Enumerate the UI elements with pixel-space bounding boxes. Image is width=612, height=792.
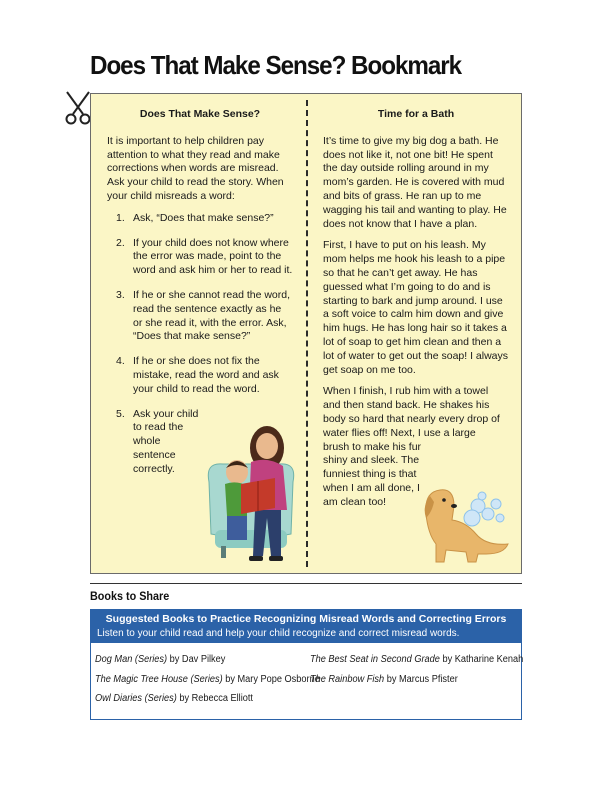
- list-item: 2. If your child does not know where the error was made, point to the word and ask him or her to read it.: [116, 236, 293, 277]
- list-item: The Rainbow Fish by Marcus Pfister: [310, 673, 458, 685]
- books-heading: Suggested Books to Practice Recognizing Misread Words and Correcting Errors: [105, 613, 507, 625]
- bookmark: [90, 93, 522, 574]
- dog-bath-illustration: [416, 474, 516, 564]
- books-table: [90, 609, 522, 720]
- list-item: Owl Diaries (Series) by Rebecca Elliott: [95, 693, 253, 704]
- list-item: Dog Man (Series) by Dav Pilkey: [95, 654, 226, 665]
- story-paragraph: First, I have to put on his leash. My mom helps me hook his leash to a pipe so that he can’t get away. He has guessed what I’m going to do and is starting to bark and jump around. I use a soft voice to calm him down and give him hugs. He has long hair so it takes a lot of soap to get him clean and then a lot of water to get out the soap! I always get soap on me too.: [323, 239, 509, 376]
- books-header: [91, 610, 521, 643]
- list-item: The Best Seat in Second Grade by Katharine Kenah: [310, 654, 524, 665]
- story-column: [323, 108, 509, 510]
- story-paragraph: When I finish, I rub him with a towel and then stand back. He shakes his body so hard that nearly every drop of water flies off! Next, I use a large: [323, 385, 500, 439]
- cut-line: [306, 100, 308, 567]
- story-heading: Time for a Bath: [377, 108, 455, 120]
- list-item: 1. Ask, “Does that make sense?”: [116, 211, 274, 224]
- books-subheading: Listen to your child read and help your child recognize and correct misread words.: [97, 628, 460, 639]
- list-item: The Magic Tree House (Series) by Mary Pope Osborne: [95, 673, 320, 685]
- story-paragraph: It’s time to give my big dog a bath. He does not like it, not one bit! He spent the day outside rolling around in my mom’s garden. He is covered with mud and bits of grass. He ran up to me wagging his tail and wanting to play. He does not know that I have a plan.: [323, 134, 507, 230]
- list-item: 5. Ask your child to read the whole sentence correctly.: [116, 407, 199, 475]
- list-item: 3. If he or she cannot read the word, read the sentence exactly as he or she read it, with the error. Ask, “Does that make sense?”: [116, 288, 291, 343]
- books-list-left: [95, 650, 339, 709]
- story-paragraph: funniest thing is that when I am all done, I am clean too!: [323, 468, 420, 508]
- section-divider: [90, 583, 522, 584]
- instructions-heading: Does That Make Sense?: [139, 108, 261, 120]
- story-paragraph: brush to make his fur shiny and sleek. The: [323, 440, 422, 467]
- books-to-share-title: Books to Share: [90, 589, 170, 603]
- list-item: 4. If he or she does not fix the mistake, read the word and ask your child to read the word.: [116, 355, 279, 395]
- instructions-intro: It is important to help children pay attention to what they read and make corrections when words are misread. Ask your child to read the story. When your child misreads a word:: [107, 134, 284, 202]
- mother-reading-illustration: [201, 422, 301, 565]
- scissors-icon: [63, 90, 93, 126]
- page-title: Does That Make Sense? Bookmark: [90, 50, 462, 80]
- books-list-right: [310, 650, 542, 689]
